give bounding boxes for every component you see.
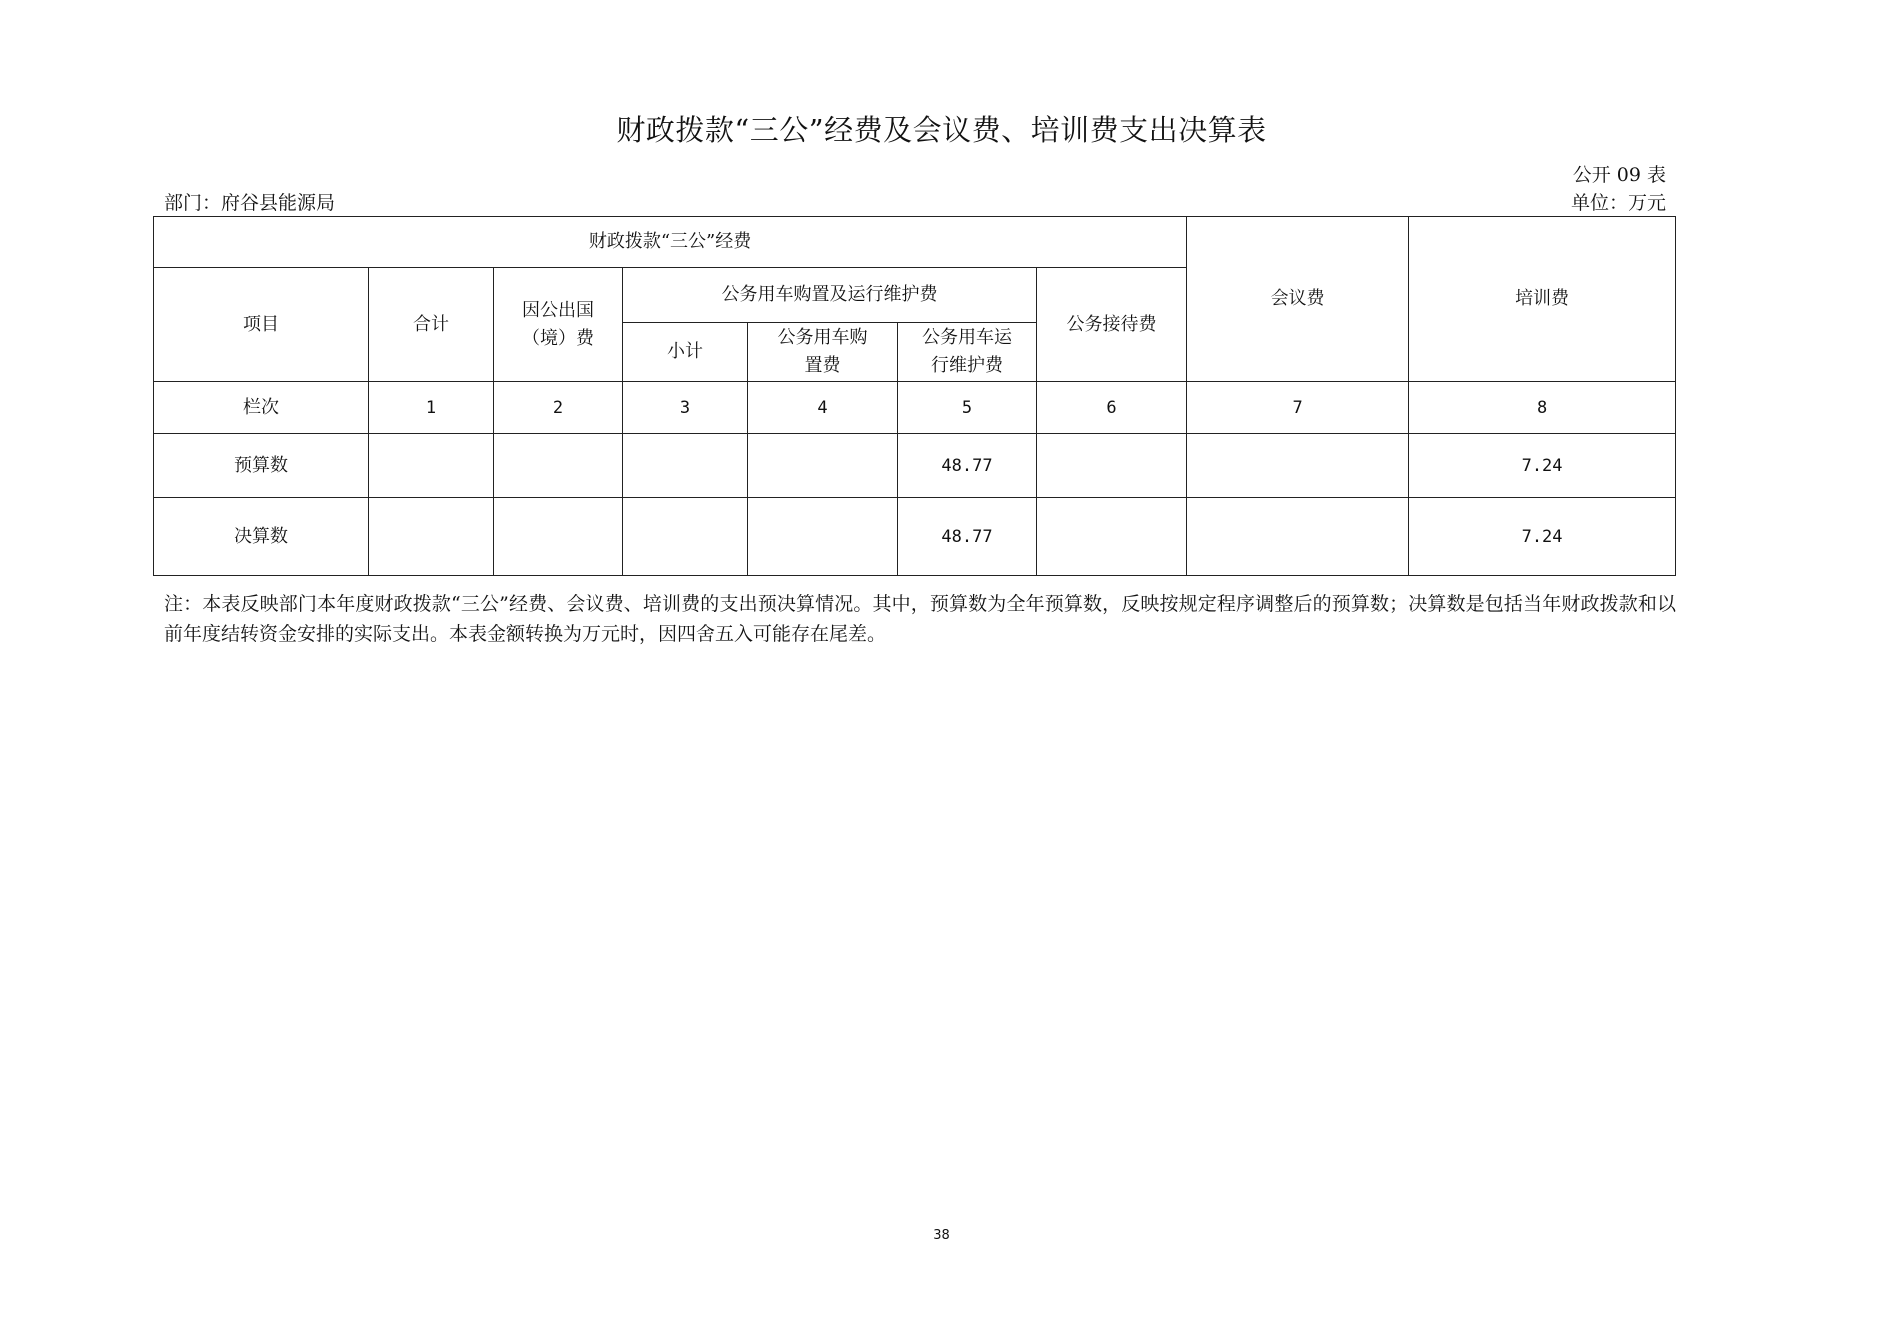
form-number: 公开 09 表 — [1572, 164, 1666, 186]
table-cell: 5 — [898, 382, 1037, 434]
table-cell — [623, 498, 748, 576]
three-public-header: 财政拨款“三公”经费 — [154, 217, 1187, 268]
table-cell — [1187, 498, 1409, 576]
table-cell — [494, 498, 623, 576]
table-cell: 7.24 — [1409, 498, 1676, 576]
table-cell: 8 — [1409, 382, 1676, 434]
row-label: 预算数 — [154, 434, 369, 498]
table-cell: 7.24 — [1409, 434, 1676, 498]
vehicle-purchase-header: 公务用车购置费 — [748, 323, 898, 382]
table-cell: 4 — [748, 382, 898, 434]
expenditure-table — [153, 216, 1676, 576]
abroad-fee-header: 因公出国（境）费 — [494, 268, 623, 382]
page-number: 38 — [933, 1228, 950, 1243]
table-cell — [748, 434, 898, 498]
unit-label: 单位：万元 — [1570, 192, 1666, 214]
training-fee-header: 培训费 — [1409, 217, 1676, 382]
vehicle-group-header: 公务用车购置及运行维护费 — [623, 268, 1037, 323]
row-label: 决算数 — [154, 498, 369, 576]
vehicle-subtotal-header: 小计 — [623, 323, 748, 382]
table-cell — [369, 434, 494, 498]
page-title: 财政拨款“三公”经费及会议费、培训费支出决算表 — [616, 113, 1267, 147]
table-row — [154, 382, 1676, 434]
table-row — [154, 434, 1676, 498]
table-cell — [1037, 434, 1187, 498]
table-cell: 48.77 — [898, 498, 1037, 576]
table-cell: 1 — [369, 382, 494, 434]
row-label: 栏次 — [154, 382, 369, 434]
table-cell — [623, 434, 748, 498]
table-cell — [1037, 498, 1187, 576]
vehicle-maintenance-header: 公务用车运行维护费 — [898, 323, 1037, 382]
footnote: 注：本表反映部门本年度财政拨款“三公”经费、会议费、培训费的支出预决算情况。其中，预算数为全年预算数，反映按规定程序调整后的预算数；决算数是包括当年财政拨款和以前年度结转资金安排的实际支出。本表金额转换为万元时，因四舍五入可能存在尾差。 — [164, 593, 1676, 645]
table-cell — [369, 498, 494, 576]
meeting-fee-header: 会议费 — [1187, 217, 1409, 382]
total-header: 合计 — [369, 268, 494, 382]
table-cell — [748, 498, 898, 576]
table-cell: 6 — [1037, 382, 1187, 434]
table-cell — [1187, 434, 1409, 498]
table-cell: 7 — [1187, 382, 1409, 434]
table-cell: 3 — [623, 382, 748, 434]
item-header: 项目 — [154, 268, 369, 382]
table-cell: 2 — [494, 382, 623, 434]
department-label: 部门：府谷县能源局 — [164, 192, 336, 214]
reception-fee-header: 公务接待费 — [1037, 268, 1187, 382]
table-cell: 48.77 — [898, 434, 1037, 498]
table-cell — [494, 434, 623, 498]
table-row — [154, 498, 1676, 576]
